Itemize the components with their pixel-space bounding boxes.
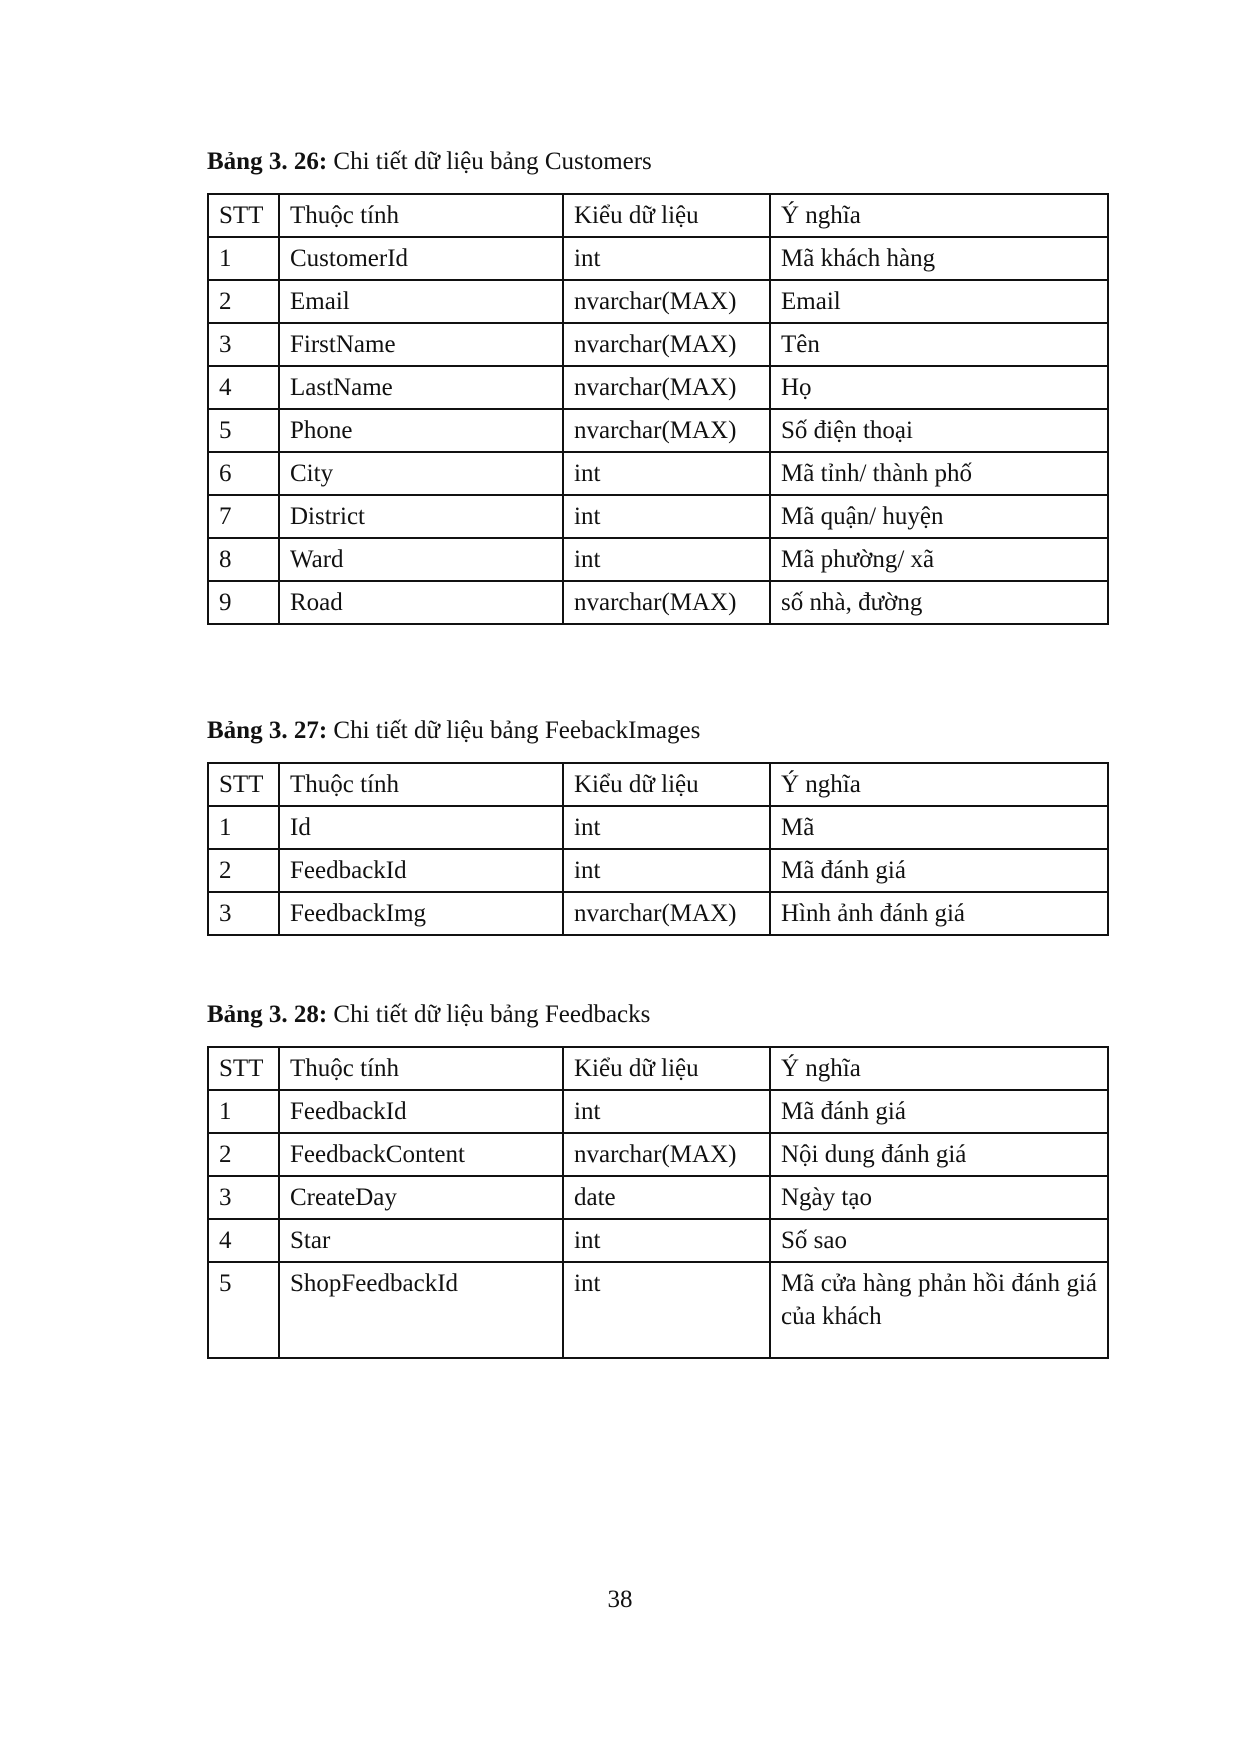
table-cell: Mã tỉnh/ thành phố bbox=[770, 452, 1108, 495]
feedback-images-table bbox=[207, 762, 1109, 936]
table-cell: Mã cửa hàng phản hồi đánh giá của khách bbox=[770, 1262, 1108, 1358]
caption-text: Chi tiết dữ liệu bảng Feedbacks bbox=[327, 1001, 651, 1028]
table-header-row bbox=[208, 1047, 1108, 1090]
caption-label: Bảng 3. 27: bbox=[207, 717, 328, 744]
caption-text: Chi tiết dữ liệu bảng Customers bbox=[327, 148, 652, 175]
table-row bbox=[208, 237, 1108, 280]
table-cell: FeedbackContent bbox=[279, 1133, 563, 1176]
table-cell: 1 bbox=[208, 1090, 279, 1133]
table-cell: 4 bbox=[208, 366, 279, 409]
header-cell: Kiểu dữ liệu bbox=[563, 763, 770, 806]
table-caption-feedbacks bbox=[207, 1000, 650, 1030]
table-cell: Road bbox=[279, 581, 563, 624]
header-cell: Kiểu dữ liệu bbox=[563, 194, 770, 237]
table-cell: Ward bbox=[279, 538, 563, 581]
table-row bbox=[208, 1090, 1108, 1133]
header-cell: Ý nghĩa bbox=[770, 194, 1108, 237]
table-cell: Mã khách hàng bbox=[770, 237, 1108, 280]
feedbacks-table bbox=[207, 1046, 1109, 1359]
table-row bbox=[208, 1219, 1108, 1262]
table-cell: Mã đánh giá bbox=[770, 849, 1108, 892]
table-cell: FeedbackImg bbox=[279, 892, 563, 935]
table-cell: Star bbox=[279, 1219, 563, 1262]
table-cell: Mã bbox=[770, 806, 1108, 849]
table-cell: int bbox=[563, 1262, 770, 1358]
header-cell: Kiểu dữ liệu bbox=[563, 1047, 770, 1090]
table-cell: 2 bbox=[208, 1133, 279, 1176]
table-cell: District bbox=[279, 495, 563, 538]
table-cell: City bbox=[279, 452, 563, 495]
table-cell: 3 bbox=[208, 892, 279, 935]
table-cell: Hình ảnh đánh giá bbox=[770, 892, 1108, 935]
table-cell: Số điện thoại bbox=[770, 409, 1108, 452]
table-row bbox=[208, 280, 1108, 323]
table-cell: nvarchar(MAX) bbox=[563, 1133, 770, 1176]
table-cell: int bbox=[563, 1090, 770, 1133]
table-cell: LastName bbox=[279, 366, 563, 409]
table-cell: 1 bbox=[208, 237, 279, 280]
table-row bbox=[208, 1133, 1108, 1176]
caption-label: Bảng 3. 26: bbox=[207, 148, 328, 175]
table-cell: 7 bbox=[208, 495, 279, 538]
table-cell: 4 bbox=[208, 1219, 279, 1262]
table-caption-customers bbox=[207, 147, 652, 177]
table-cell: CreateDay bbox=[279, 1176, 563, 1219]
table-row bbox=[208, 409, 1108, 452]
table-cell: FirstName bbox=[279, 323, 563, 366]
table-cell: Ngày tạo bbox=[770, 1176, 1108, 1219]
table-row bbox=[208, 366, 1108, 409]
header-cell: STT bbox=[208, 763, 279, 806]
table-row bbox=[208, 323, 1108, 366]
caption-label: Bảng 3. 28: bbox=[207, 1001, 328, 1028]
table-cell: CustomerId bbox=[279, 237, 563, 280]
table-cell: Nội dung đánh giá bbox=[770, 1133, 1108, 1176]
header-cell: STT bbox=[208, 194, 279, 237]
table-row bbox=[208, 849, 1108, 892]
table-header-row bbox=[208, 763, 1108, 806]
table-cell: date bbox=[563, 1176, 770, 1219]
table-cell: 5 bbox=[208, 409, 279, 452]
table-cell: int bbox=[563, 1219, 770, 1262]
table-cell: Mã quận/ huyện bbox=[770, 495, 1108, 538]
table-row bbox=[208, 1176, 1108, 1219]
table-row bbox=[208, 581, 1108, 624]
table-cell: Họ bbox=[770, 366, 1108, 409]
table-cell: 2 bbox=[208, 849, 279, 892]
table-cell: ShopFeedbackId bbox=[279, 1262, 563, 1358]
table-cell: 1 bbox=[208, 806, 279, 849]
table-cell: FeedbackId bbox=[279, 849, 563, 892]
table-row bbox=[208, 892, 1108, 935]
table-cell: 3 bbox=[208, 1176, 279, 1219]
table-cell: Email bbox=[279, 280, 563, 323]
table-cell: nvarchar(MAX) bbox=[563, 581, 770, 624]
table-cell: Số sao bbox=[770, 1219, 1108, 1262]
table-cell: Mã phường/ xã bbox=[770, 538, 1108, 581]
table-cell: 9 bbox=[208, 581, 279, 624]
table-cell: Mã đánh giá bbox=[770, 1090, 1108, 1133]
table-cell: Id bbox=[279, 806, 563, 849]
table-cell: int bbox=[563, 538, 770, 581]
table-cell: 6 bbox=[208, 452, 279, 495]
table-cell: nvarchar(MAX) bbox=[563, 280, 770, 323]
header-cell: Thuộc tính bbox=[279, 1047, 563, 1090]
table-cell: 8 bbox=[208, 538, 279, 581]
table-cell: int bbox=[563, 237, 770, 280]
table-row bbox=[208, 1262, 1108, 1358]
table-cell: int bbox=[563, 452, 770, 495]
table-caption-feedback-images bbox=[207, 716, 700, 746]
header-cell: Thuộc tính bbox=[279, 194, 563, 237]
header-cell: Thuộc tính bbox=[279, 763, 563, 806]
table-cell: Phone bbox=[279, 409, 563, 452]
table-row bbox=[208, 806, 1108, 849]
table-header-row bbox=[208, 194, 1108, 237]
header-cell: STT bbox=[208, 1047, 279, 1090]
table-cell: Tên bbox=[770, 323, 1108, 366]
customers-table bbox=[207, 193, 1109, 625]
table-cell: nvarchar(MAX) bbox=[563, 366, 770, 409]
header-cell: Ý nghĩa bbox=[770, 763, 1108, 806]
page-number: 38 bbox=[607, 1586, 633, 1613]
table-cell: Email bbox=[770, 280, 1108, 323]
table-cell: int bbox=[563, 495, 770, 538]
table-cell: số nhà, đường bbox=[770, 581, 1108, 624]
table-cell: int bbox=[563, 849, 770, 892]
table-cell: nvarchar(MAX) bbox=[563, 892, 770, 935]
table-cell: 2 bbox=[208, 280, 279, 323]
caption-text: Chi tiết dữ liệu bảng FeebackImages bbox=[327, 717, 701, 744]
table-cell: 3 bbox=[208, 323, 279, 366]
header-cell: Ý nghĩa bbox=[770, 1047, 1108, 1090]
table-row bbox=[208, 538, 1108, 581]
table-cell: int bbox=[563, 806, 770, 849]
table-cell: FeedbackId bbox=[279, 1090, 563, 1133]
table-cell: 5 bbox=[208, 1262, 279, 1358]
table-cell: nvarchar(MAX) bbox=[563, 323, 770, 366]
table-cell: nvarchar(MAX) bbox=[563, 409, 770, 452]
table-row bbox=[208, 495, 1108, 538]
table-row bbox=[208, 452, 1108, 495]
